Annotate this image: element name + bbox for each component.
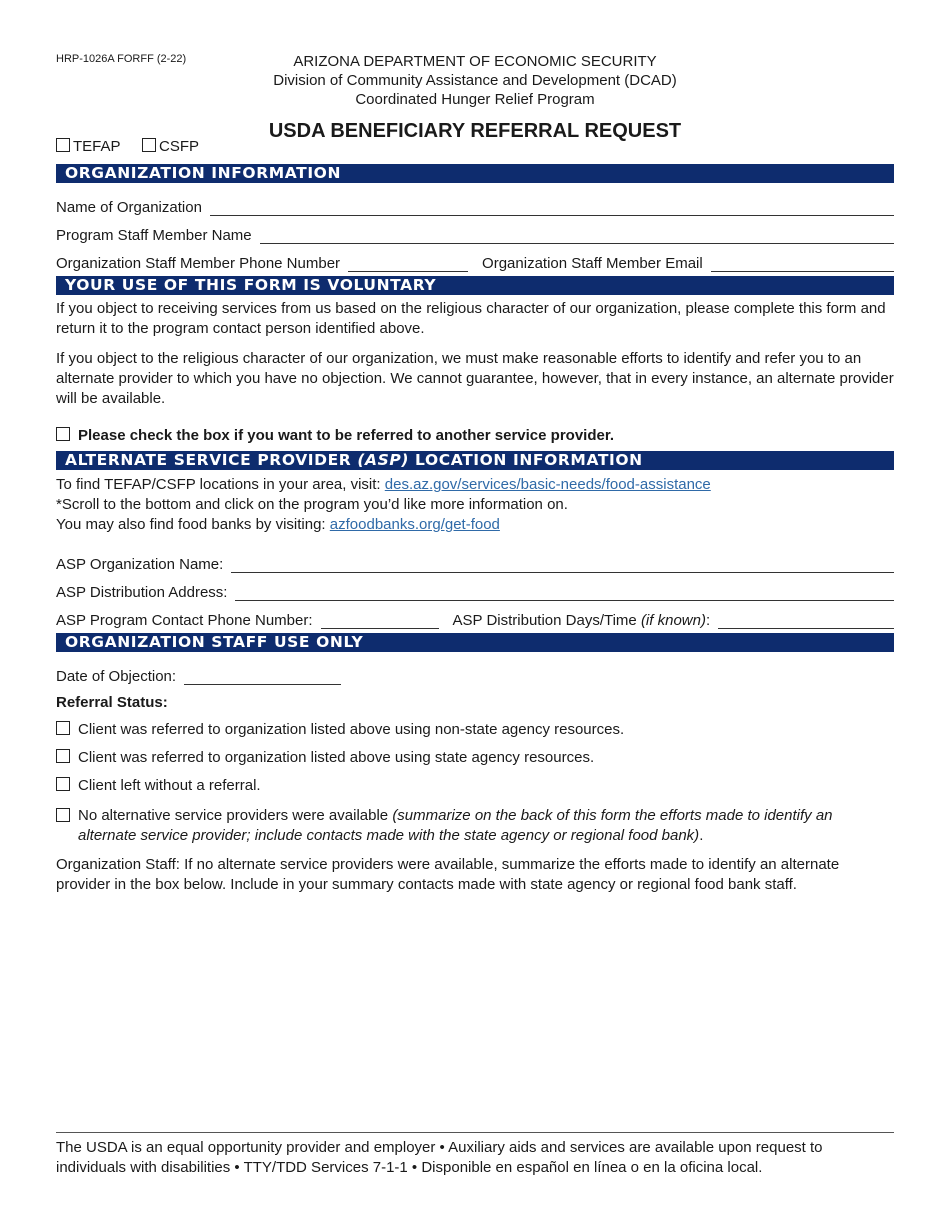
agency-name: ARIZONA DEPARTMENT OF ECONOMIC SECURITY <box>293 53 657 70</box>
status-option-none-available[interactable] <box>56 806 894 846</box>
tefap-checkbox[interactable] <box>56 138 70 152</box>
asp-days-text: ASP Distribution Days/Time <box>452 612 641 629</box>
staff-email-label: Organization Staff Member Email <box>482 255 703 272</box>
status-no-referral-checkbox[interactable] <box>56 777 70 791</box>
section-asp-location <box>56 451 894 470</box>
status-none-available-checkbox[interactable] <box>56 808 70 822</box>
asp-contact-row <box>56 609 894 629</box>
csfp-option[interactable] <box>142 138 199 155</box>
asp-org-name-input[interactable] <box>231 559 894 573</box>
asp-heading-prefix: ALTERNATE SERVICE PROVIDER <box>65 451 358 469</box>
csfp-checkbox[interactable] <box>142 138 156 152</box>
voluntary-paragraph-1: If you object to receiving services from us based on the religious character of our organization, please complete this form and return it to the program contact person identified above. <box>56 300 886 337</box>
status-option-no-referral[interactable] <box>56 776 894 796</box>
asp-days-italic: (if known) <box>640 612 706 629</box>
referral-request-checkbox[interactable] <box>56 427 70 441</box>
objection-date-input[interactable] <box>184 671 341 685</box>
none-available-italic: (summarize on the back of this form the efforts made to identify an alternate service provider; include contacts made with the state agency or regional food bank) <box>78 807 833 844</box>
asp-heading-suffix: LOCATION INFORMATION <box>409 451 643 469</box>
staff-phone-input[interactable] <box>348 258 468 272</box>
staff-name-field[interactable] <box>56 224 894 244</box>
asp-instructions <box>56 475 894 535</box>
asp-days-input[interactable] <box>718 615 894 629</box>
find-text: To find TEFAP/CSFP locations in your area, visit: <box>56 476 385 493</box>
section-staff-use-only: ORGANIZATION STAFF USE ONLY <box>56 633 894 652</box>
referral-request-label: Please check the box if you want to be referred to another service provider. <box>78 427 615 444</box>
form-id: HRP-1026A FORFF (2-22) <box>56 53 187 65</box>
status-state-label: Client was referred to organization listed above using state agency resources. <box>78 749 595 766</box>
asp-phone-input[interactable] <box>321 615 439 629</box>
staff-name-label: Program Staff Member Name <box>56 227 252 244</box>
referral-status-label: Referral Status: <box>56 694 168 711</box>
staff-email-input[interactable] <box>711 258 894 272</box>
footer-divider <box>56 1132 894 1133</box>
food-assistance-link[interactable]: des.az.gov/services/basic-needs/food-assistance <box>384 476 711 493</box>
org-name-label: Name of Organization <box>56 199 202 216</box>
voluntary-paragraph-2: If you object to the religious character of our organization, we must make reasonable efforts to identify and refer you to an alternate provider to which you have no objection. We cannot guarantee, however, that in every instance, an alternate provider will be available. <box>56 350 894 407</box>
asp-days-suffix: : <box>705 612 711 629</box>
status-option-state[interactable] <box>56 748 894 768</box>
foodbank-text: You may also find food banks by visiting: <box>56 516 330 533</box>
staff-phone-label: Organization Staff Member Phone Number <box>56 255 341 272</box>
none-available-end: . <box>699 827 704 844</box>
agency-header <box>0 52 950 109</box>
status-non-state-checkbox[interactable] <box>56 721 70 735</box>
footer-text: The USDA is an equal opportunity provider and employer • Auxiliary aids and services are available upon request to individuals with disabilities • TTY/TDD Services 7-1-1 • Disponible en español en línea o en la oficina local. <box>56 1139 823 1176</box>
asp-heading-italic: (ASP) <box>357 451 410 469</box>
status-none-available-label <box>78 806 894 846</box>
form-title: USDA BENEFICIARY REFERRAL REQUEST <box>268 120 682 142</box>
tefap-label: TEFAP <box>73 138 121 155</box>
asp-phone-label: ASP Program Contact Phone Number: <box>56 612 313 629</box>
asp-days-label <box>439 612 719 629</box>
asp-address-field[interactable] <box>56 581 894 601</box>
status-no-referral-label: Client left without a referral. <box>78 777 261 794</box>
asp-org-name-field[interactable] <box>56 553 894 573</box>
status-option-non-state[interactable] <box>56 720 894 740</box>
asp-address-input[interactable] <box>235 587 894 601</box>
scroll-text: *Scroll to the bottom and click on the program you’d like more information on. <box>56 496 568 513</box>
foodbank-link[interactable]: azfoodbanks.org/get-food <box>329 516 500 533</box>
objection-date-label: Date of Objection: <box>56 668 177 685</box>
referral-request-option[interactable] <box>56 426 894 446</box>
program-name: Coordinated Hunger Relief Program <box>355 91 595 108</box>
division-name: Division of Community Assistance and Development (DCAD) <box>273 72 677 89</box>
summary-box[interactable] <box>56 900 894 1122</box>
staff-summary-instructions: Organization Staff: If no alternate service providers were available, summarize the efforts made to identify an alternate provider in the box below. Include in your summary contacts made with state agency or regional food bank staff. <box>56 856 840 893</box>
staff-contact-row <box>56 252 894 272</box>
org-name-field[interactable] <box>56 196 894 216</box>
status-state-checkbox[interactable] <box>56 749 70 763</box>
asp-address-label: ASP Distribution Address: <box>56 584 228 601</box>
asp-org-name-label: ASP Organization Name: <box>56 556 224 573</box>
none-available-text: No alternative service providers were available <box>78 807 393 824</box>
csfp-label: CSFP <box>159 138 200 155</box>
status-non-state-label: Client was referred to organization listed above using non-state agency resources. <box>78 721 625 738</box>
section-voluntary: YOUR USE OF THIS FORM IS VOLUNTARY <box>56 276 894 295</box>
tefap-option[interactable] <box>56 138 121 155</box>
section-organization-information: ORGANIZATION INFORMATION <box>56 164 894 183</box>
staff-name-input[interactable] <box>260 230 894 244</box>
objection-date-field[interactable] <box>56 665 341 685</box>
org-name-input[interactable] <box>210 202 894 216</box>
